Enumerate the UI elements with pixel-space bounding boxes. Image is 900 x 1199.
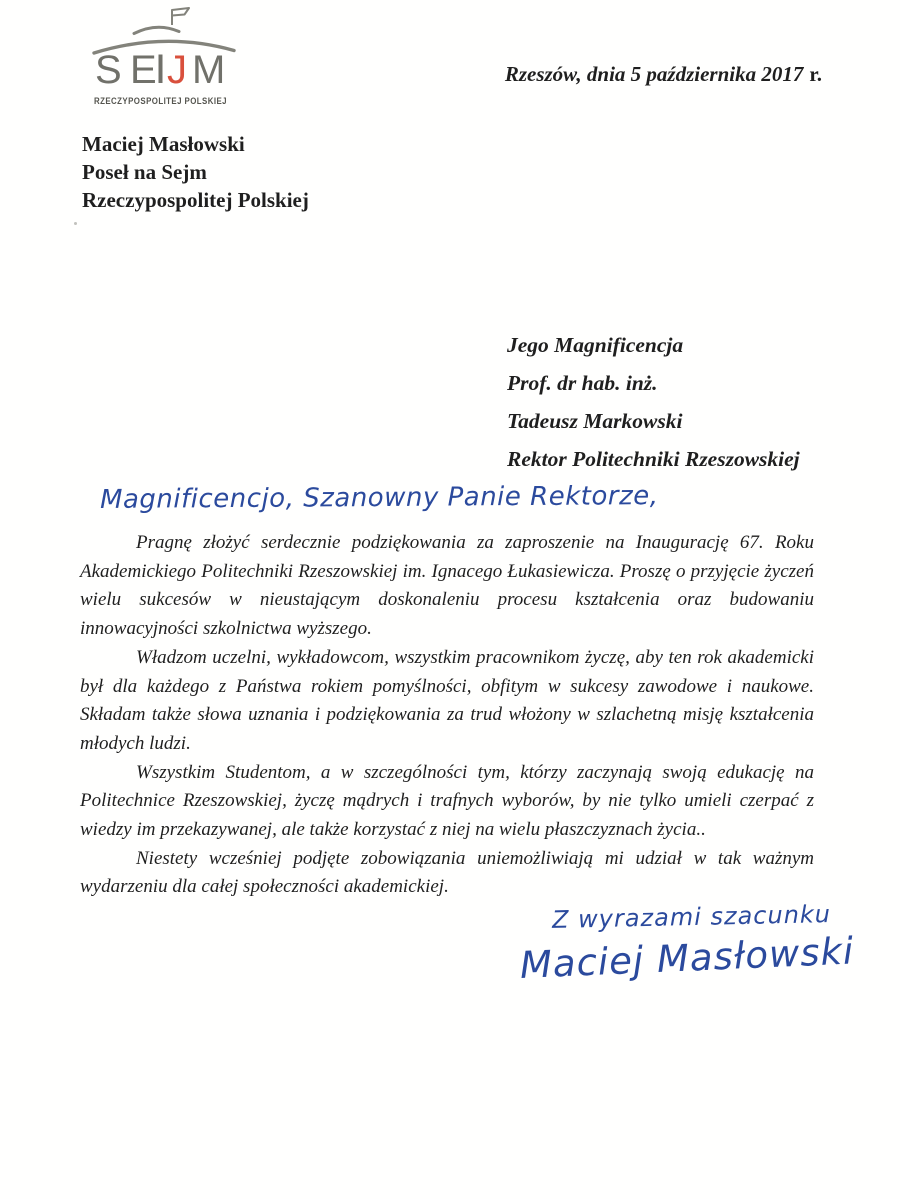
recipient-name: Tadeusz Markowski — [507, 409, 683, 433]
sejm-logo-graphic — [88, 6, 238, 110]
sender-institution: Rzeczypospolitej Polskiej — [82, 188, 309, 212]
handwritten-closing: Z wyrazami szacunku — [551, 900, 832, 934]
handwritten-salutation: Magnificencjo, Szanowny Panie Rektorze, — [99, 481, 659, 515]
logo-letter-e: E — [130, 48, 157, 92]
logo-letter-m: M — [192, 48, 226, 92]
recipient-honorific: Jego Magnificencja — [507, 333, 684, 357]
dateline — [505, 62, 822, 87]
recipient-block — [507, 326, 800, 478]
logo-j-bar — [159, 55, 163, 84]
logo-letter-j: J — [167, 48, 187, 92]
handwritten-signature: Maciej Masłowski — [519, 929, 856, 987]
dome-arc — [134, 27, 179, 33]
logo-caption: RZECZYPOSPOLITEJ POLSKIEJ — [94, 96, 227, 106]
paragraph-4: Niestety wcześniej podjęte zobowiązania uniemożliwiają mi udział w tak ważnym wydarzeniu dla całej społeczności akademickiej. — [80, 847, 814, 898]
sejm-logo — [88, 6, 238, 110]
letter-body — [80, 529, 814, 902]
dateline-text: Rzeszów, dnia 5 października 2017 — [504, 62, 804, 86]
paragraph-2: Władzom uczelni, wykładowcom, wszystkim pracownikom życzę, aby ten rok akademicki był dla każdego z Państwa rokiem pomyślności, obfitym w sukcesy zawodowe i naukowe. Składam także słowa uznania i podziękowania za trud włożony w szlachetną misję kształcenia młodych ludzi. — [80, 646, 814, 754]
logo-letter-s: S — [95, 48, 122, 92]
flag-icon — [172, 8, 189, 25]
sender-block — [82, 130, 309, 214]
recipient-position: Rektor Politechniki Rzeszowskiej — [507, 447, 800, 471]
paragraph-1: Pragnę złożyć serdecznie podziękowania za zaproszenie na Inaugurację 67. Roku Akademickiego Politechniki Rzeszowskiej im. Ignacego Łukasiewicza. Proszę o przyjęcie życzeń wielu sukcesów w nieustającym doskonaleniu procesu kształcenia oraz budowaniu innowacyjności szkolnictwa wyższego. — [80, 532, 814, 640]
dateline-suffix: r. — [809, 62, 822, 86]
scan-artifact-dot — [74, 222, 77, 225]
sender-name: Maciej Masłowski — [82, 132, 245, 156]
sender-title: Poseł na Sejm — [82, 160, 207, 184]
recipient-degrees: Prof. dr hab. inż. — [507, 371, 658, 395]
paragraph-3: Wszystkim Studentom, a w szczególności tym, którzy zaczynają swoją edukację na Politechnice Rzeszowskiej, życzę mądrych i trafnych wyborów, by nie tylko umieli czerpać z wiedzy im przekazywanej, ale także korzystać z niej na wielu płaszczyznach życia.. — [80, 761, 814, 841]
